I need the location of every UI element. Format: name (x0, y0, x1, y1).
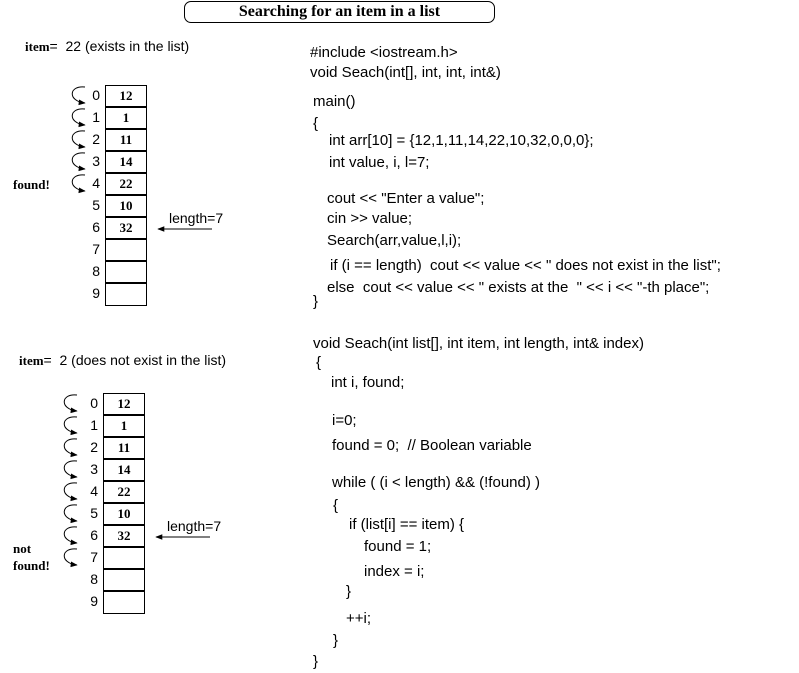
example1-index-label: 2 (92, 131, 100, 147)
example2-loop-arrow (64, 549, 77, 565)
example1-cell: 11 (105, 129, 147, 151)
example2-length-label: length=7 (167, 518, 222, 534)
example1-cell: 1 (105, 107, 147, 129)
code-line-cout-prompt: cout << "Enter a value"; (327, 190, 485, 207)
code-line-prototype: void Seach(int[], int, int, int&) (310, 64, 501, 81)
example2-cell: 14 (103, 459, 145, 481)
code-line-while: while ( (i < length) && (!found) ) (332, 474, 541, 491)
example1-loop-arrow (72, 153, 85, 169)
example2-loop-arrow (64, 439, 77, 455)
code-line-if: if (i == length) cout << value << " does not exist in the list"; (330, 257, 721, 274)
example1-item-desc: = 22 (exists in the list) (49, 38, 190, 54)
example2-index-label: 1 (90, 417, 98, 433)
example1-index-label: 3 (92, 153, 100, 169)
example1-cell: 10 (105, 195, 147, 217)
example1-index-label: 1 (92, 109, 100, 125)
example2-cell: 22 (103, 481, 145, 503)
example2-loop-arrow (64, 395, 77, 411)
example1-loop-arrow (72, 175, 85, 191)
code-line-increment: ++i; (346, 610, 372, 627)
example1-cell: 22 (105, 173, 147, 195)
code-line-i-init: i=0; (332, 412, 357, 429)
code-line-while-close: } (333, 632, 339, 649)
example2-cell: 1 (103, 415, 145, 437)
example1-cell: 14 (105, 151, 147, 173)
example2-cell: 32 (103, 525, 145, 547)
example2-loop-arrow (64, 527, 77, 543)
example1-loop-arrow (72, 131, 85, 147)
example2-cell: 12 (103, 393, 145, 415)
example2-index-label: 5 (90, 505, 98, 521)
example2-cell: 11 (103, 437, 145, 459)
example2-index-label: 3 (90, 461, 98, 477)
code-line-found-set: found = 1; (364, 538, 432, 555)
example2-status-line1: not (13, 541, 32, 556)
example1-item-key: item (25, 39, 50, 54)
code-line-if-match: if (list[i] == item) { (349, 516, 465, 533)
example2-item-desc: = 2 (does not exist in the list) (43, 352, 227, 368)
code-line-locals: int i, found; (331, 374, 405, 391)
example2-loop-arrow (64, 417, 77, 433)
example2-index-label: 7 (90, 549, 98, 565)
example1-status: found! (13, 177, 50, 192)
example2-index-label: 8 (90, 571, 98, 587)
code-line-cin: cin >> value; (327, 210, 413, 227)
example2-status-line2: found! (13, 558, 50, 573)
example1-cell: 12 (105, 85, 147, 107)
example2-loop-arrow (64, 461, 77, 477)
example1-index-label: 4 (92, 175, 100, 191)
example2-index-label: 0 (90, 395, 98, 411)
example1-length-label: length=7 (169, 210, 224, 226)
example1-cell: 32 (105, 217, 147, 239)
example1-index-label: 9 (92, 285, 100, 301)
code-line-if-close: } (346, 583, 352, 600)
example1-index-label: 5 (92, 197, 100, 213)
code-line-func-close: } (313, 653, 319, 670)
code-line-value-decl: int value, i, l=7; (329, 154, 430, 171)
example1-index-label: 6 (92, 219, 100, 235)
code-line-include: #include <iostream.h> (310, 44, 458, 61)
example1-loop-arrow (72, 109, 85, 125)
code-line-while-open: { (333, 497, 339, 514)
example1-loop-arrow (72, 87, 85, 103)
code-line-arr-decl: int arr[10] = {12,1,11,14,22,10,32,0,0,0}; (329, 132, 594, 149)
code-line-func-open: { (316, 354, 322, 371)
example1-index-label: 8 (92, 263, 100, 279)
example2-cell: 10 (103, 503, 145, 525)
code-line-func-signature: void Seach(int list[], int item, int length, int& index) (313, 335, 644, 352)
example2-loop-arrow (64, 505, 77, 521)
example2-index-label: 4 (90, 483, 98, 499)
diagram-title: Searching for an item in a list (184, 1, 495, 23)
code-line-main-open: { (313, 115, 319, 132)
example2-index-label: 6 (90, 527, 98, 543)
code-line-search-call: Search(arr,value,l,i); (327, 232, 462, 249)
example1-index-label: 7 (92, 241, 100, 257)
example1-iteration-arrows (72, 87, 85, 191)
code-line-found-init: found = 0; // Boolean variable (332, 437, 532, 454)
code-line-index-set: index = i; (364, 563, 425, 580)
code-line-main-close: } (313, 293, 319, 310)
example2-index-label: 2 (90, 439, 98, 455)
example2-item-key: item (19, 353, 44, 368)
code-line-main: main() (313, 93, 356, 110)
example2-index-label: 9 (90, 593, 98, 609)
example2-loop-arrow (64, 483, 77, 499)
example2-iteration-arrows (64, 395, 77, 565)
example1-index-label: 0 (92, 87, 100, 103)
code-line-else: else cout << value << " exists at the " << i << "-th place"; (327, 279, 710, 296)
